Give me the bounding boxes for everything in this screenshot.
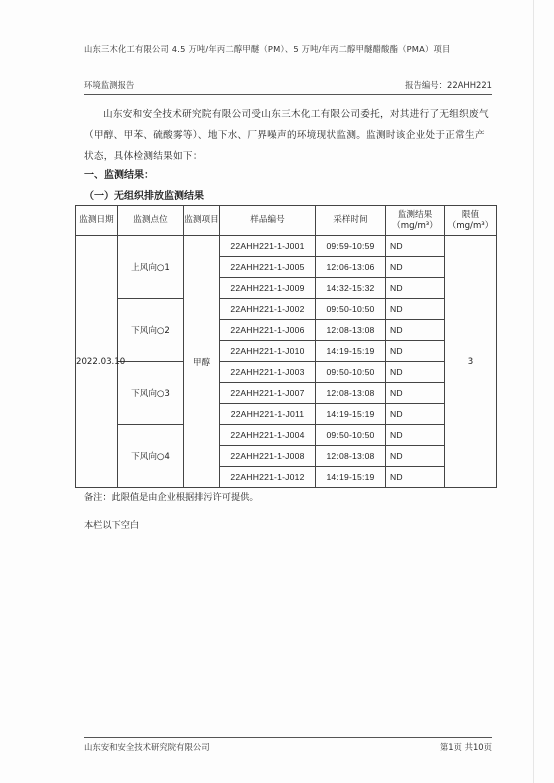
header-divider (84, 94, 492, 95)
cell-result: ND (386, 383, 445, 404)
cell-sample-id: 22AHH221-1-J003 (220, 362, 316, 383)
monitoring-results-table (75, 205, 497, 488)
cell-sample-id: 22AHH221-1-J012 (220, 467, 316, 488)
cell-result: ND (386, 467, 445, 488)
header-result-unit: （mg/m³） (392, 220, 438, 231)
footer-divider (84, 737, 492, 738)
table-row (76, 236, 497, 257)
cell-sample-id: 22AHH221-1-J001 (220, 236, 316, 257)
cell-result: ND (386, 257, 445, 278)
cell-result: ND (386, 446, 445, 467)
header-row (84, 79, 492, 93)
cell-sample-id: 22AHH221-1-J011 (220, 404, 316, 425)
cell-time: 14:19-15:19 (316, 467, 386, 488)
cell-time: 12:08-13:08 (316, 320, 386, 341)
cell-time: 09:50-10:50 (316, 425, 386, 446)
table-row (76, 362, 497, 383)
cell-result: ND (386, 341, 445, 362)
report-number: 报告编号：22AHH221 (405, 80, 492, 90)
header-date: 监测日期 (76, 206, 118, 236)
header-result-label: 监测结果 (397, 209, 433, 220)
cell-result: ND (386, 236, 445, 257)
header-point: 监测点位 (118, 206, 184, 236)
table-note: 备注：此限值是由企业根据排污许可提供。 (84, 492, 259, 503)
cell-time: 09:50-10:50 (316, 362, 386, 383)
subsection-heading: （一）无组织排放监测结果 (84, 191, 204, 202)
cell-sample-id: 22AHH221-1-J009 (220, 278, 316, 299)
header-limit-unit: （mg/m³） (447, 220, 494, 231)
cell-sample-id: 22AHH221-1-J005 (220, 257, 316, 278)
page-edge (533, 0, 534, 783)
cell-result: ND (386, 320, 445, 341)
cell-sample-id: 22AHH221-1-J007 (220, 383, 316, 404)
cell-result: ND (386, 404, 445, 425)
report-type: 环境监测报告 (84, 80, 135, 90)
cell-point: 下风向○3 (118, 362, 184, 425)
cell-point: 上风向○1 (118, 236, 184, 299)
cell-time: 09:50-10:50 (316, 299, 386, 320)
footer-company: 山东安和安全技术研究院有限公司 (84, 742, 210, 752)
cell-point: 下风向○4 (118, 425, 184, 488)
cell-date: 2022.03.10 (76, 236, 118, 488)
section-heading: 一、监测结果： (84, 170, 154, 181)
header-result (386, 206, 445, 236)
cell-sample-id: 22AHH221-1-J004 (220, 425, 316, 446)
intro-paragraph: 山东安和安全技术研究院有限公司受山东三木化工有限公司委托，对其进行了无组织废气（甲醇、甲苯、硫酸雾等）、地下水、厂界噪声的环境现状监测。监测时该企业处于正常生产状态，具体检测结果如下： (84, 109, 489, 162)
header-limit-label: 限值 (461, 209, 480, 220)
cell-time: 12:08-13:08 (316, 446, 386, 467)
cell-result: ND (386, 425, 445, 446)
table-row (76, 299, 497, 320)
cell-time: 14:19-15:19 (316, 341, 386, 362)
header-limit (445, 206, 497, 236)
header-item: 监测项目 (184, 206, 220, 236)
cell-time: 09:59-10:59 (316, 236, 386, 257)
cell-time: 12:08-13:08 (316, 383, 386, 404)
header-sampling-time: 采样时间 (316, 206, 386, 236)
project-title: 山东三木化工有限公司 4.5 万吨/年丙二醇甲醚（PM）、5 万吨/年丙二醇甲醚醋酸酯（PMA）项目 (84, 44, 451, 54)
cell-sample-id: 22AHH221-1-J010 (220, 341, 316, 362)
table-row (76, 425, 497, 446)
cell-result: ND (386, 278, 445, 299)
cell-result: ND (386, 362, 445, 383)
blank-below-note: 本栏以下空白 (84, 520, 140, 531)
footer-page-number: 第1页 共10页 (439, 742, 492, 752)
table-header-row (76, 206, 497, 236)
cell-time: 12:06-13:06 (316, 257, 386, 278)
cell-point: 下风向○2 (118, 299, 184, 362)
cell-sample-id: 22AHH221-1-J002 (220, 299, 316, 320)
cell-sample-id: 22AHH221-1-J008 (220, 446, 316, 467)
cell-item: 甲醇 (184, 236, 220, 488)
cell-sample-id: 22AHH221-1-J006 (220, 320, 316, 341)
cell-time: 14:19-15:19 (316, 404, 386, 425)
cell-limit: 3 (445, 236, 497, 488)
cell-time: 14:32-15:32 (316, 278, 386, 299)
header-sample-id: 样品编号 (220, 206, 316, 236)
cell-result: ND (386, 299, 445, 320)
